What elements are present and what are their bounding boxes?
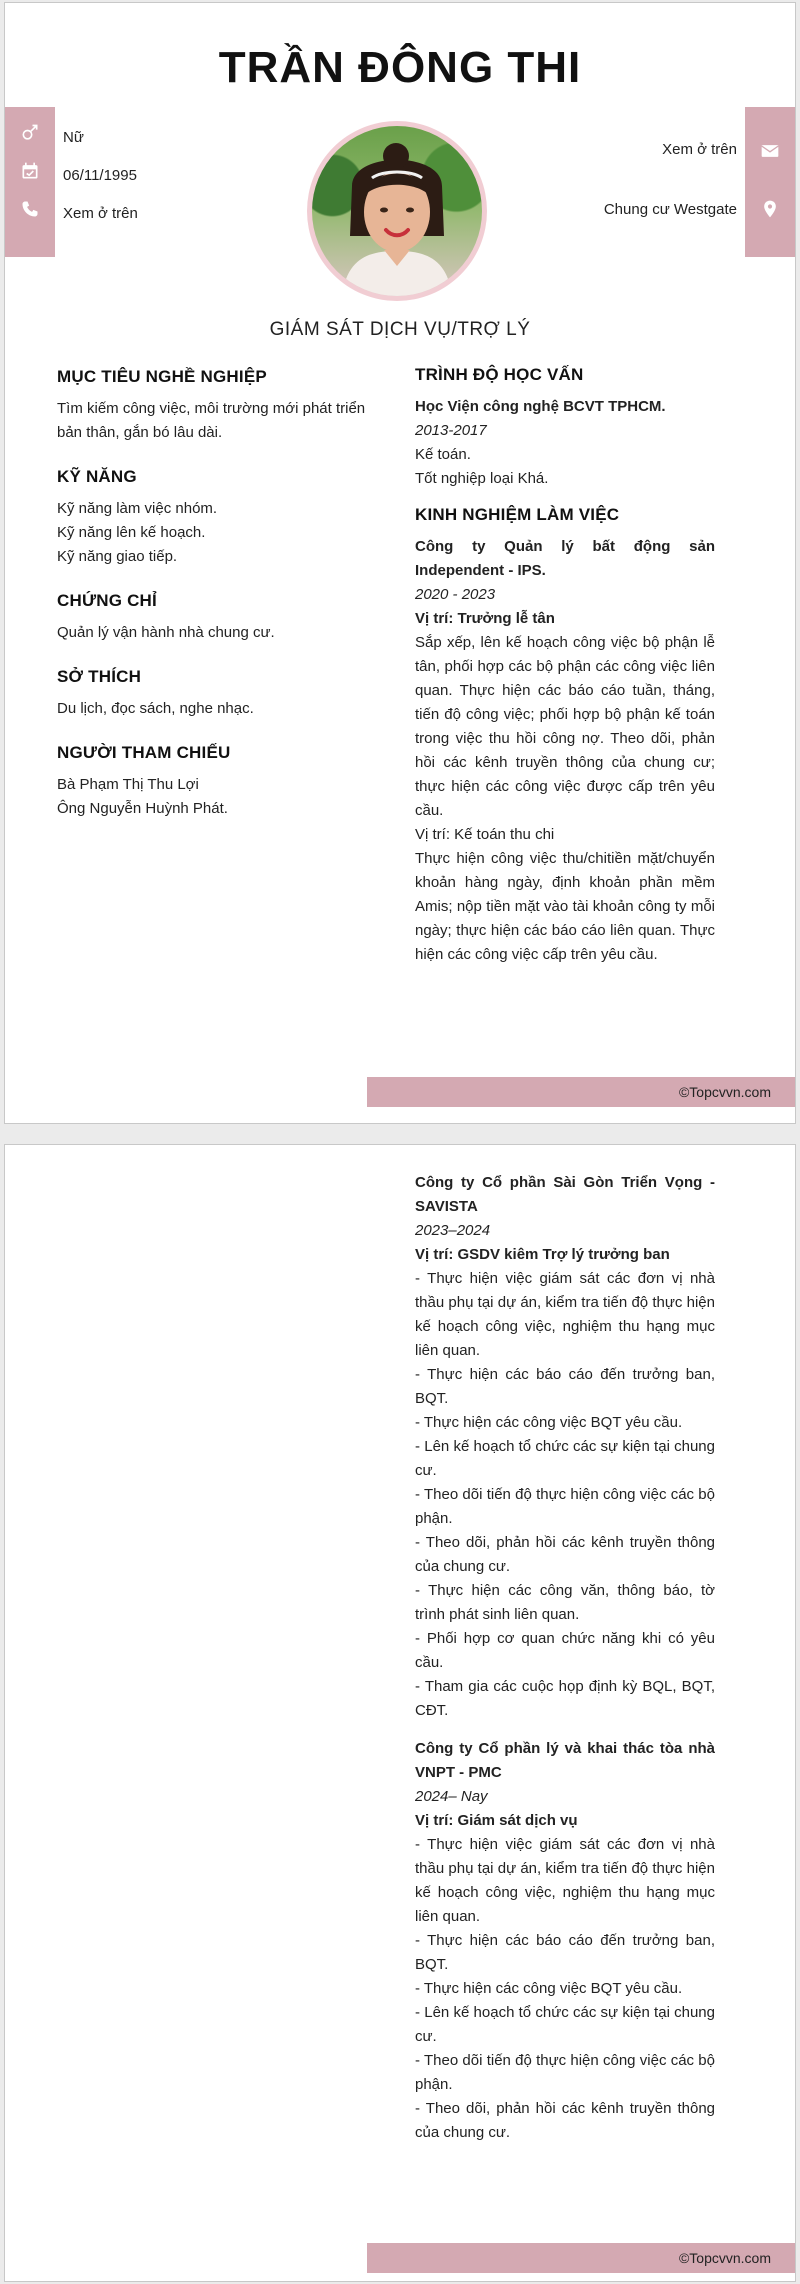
gender-text: Nữ xyxy=(63,129,84,146)
right-column xyxy=(415,365,715,967)
reference-item: Bà Phạm Thị Thu Lợi xyxy=(57,776,199,793)
gender-icon xyxy=(5,119,55,147)
job-position: Vị trí: GSDV kiêm Trợ lý trưởng ban xyxy=(415,1246,670,1263)
job-duty: - Tham gia các cuộc họp định kỳ BQL, BQT, CĐT. xyxy=(415,1678,715,1719)
job-duty: - Lên kế hoạch tổ chức các sự kiện tại chung cư. xyxy=(415,2004,715,2045)
job-duty: - Thực hiện việc giám sát các đơn vị nhà thầu phụ tại dự án, kiểm tra tiến độ thực hiện kế hoạch công việc, nghiệm thu hạng mục liên quan. xyxy=(415,1836,715,1925)
education-title: TRÌNH ĐỘ HỌC VẤN xyxy=(415,365,584,384)
reference-item: Ông Nguyễn Huỳnh Phát. xyxy=(57,800,228,817)
footer-brand: ©Topcvvn.com xyxy=(367,2243,795,2273)
job-position: Vị trí: Giám sát dịch vụ xyxy=(415,1812,578,1829)
skill-item: Kỹ năng làm việc nhóm. xyxy=(57,500,218,517)
contact-icon-strip-right xyxy=(745,107,795,257)
hobby-item: Du lịch, đọc sách, nghe nhạc. xyxy=(57,700,254,717)
birthdate-text: 06/11/1995 xyxy=(63,167,137,184)
job-duty: - Theo dõi tiến độ thực hiện công việc các bộ phận. xyxy=(415,2052,715,2093)
skill-item: Kỹ năng giao tiếp. xyxy=(57,548,178,565)
job-company: Công ty Cổ phần lý và khai thác tòa nhà VNPT - PMC xyxy=(415,1740,715,1781)
job-duty: - Thực hiện các công việc BQT yêu cầu. xyxy=(415,1414,683,1431)
job-duty: - Phối hợp cơ quan chức năng khi có yêu cầu. xyxy=(415,1630,715,1671)
job-duty: - Lên kế hoạch tổ chức các sự kiện tại chung cư. xyxy=(415,1438,715,1479)
education-school: Học Viện công nghệ BCVT TPHCM. xyxy=(415,398,666,415)
job-duty: - Thực hiện các công văn, thông báo, tờ trình phát sinh liên quan. xyxy=(415,1582,715,1623)
footer-brand: ©Topcvvn.com xyxy=(367,1077,795,1107)
job-title: GIÁM SÁT DỊCH VỤ/TRỢ LÝ xyxy=(269,319,531,340)
address-text: Chung cư Westgate xyxy=(603,201,737,218)
calendar-icon xyxy=(5,157,55,185)
location-pin-icon xyxy=(745,195,795,223)
education-result: Tốt nghiệp loại Khá. xyxy=(415,470,549,487)
avatar-frame xyxy=(307,121,487,301)
objective-title: MỤC TIÊU NGHỀ NGHIỆP xyxy=(57,367,267,386)
job-duty: - Thực hiện các báo cáo đến trưởng ban, BQT. xyxy=(415,1366,715,1407)
right-column-continued xyxy=(415,1171,715,2145)
contact-icon-strip-left xyxy=(5,107,55,257)
job-duty: - Theo dõi, phản hồi các kênh truyền thông của chung cư. xyxy=(415,2100,715,2141)
job-duty: - Thực hiện các công việc BQT yêu cầu. xyxy=(415,1980,683,1997)
job-period: 2023–2024 xyxy=(415,1222,491,1239)
job-position: Vị trí: Trưởng lễ tân xyxy=(415,610,555,627)
job-period: 2024– Nay xyxy=(415,1788,488,1805)
education-major: Kế toán. xyxy=(415,446,471,463)
cv-page-2 xyxy=(4,1144,796,2282)
phone-text: Xem ở trên xyxy=(63,205,138,222)
mail-icon xyxy=(745,137,795,165)
avatar xyxy=(312,126,482,296)
job-period: 2020 - 2023 xyxy=(415,586,496,603)
references-title: NGƯỜI THAM CHIẾU xyxy=(57,743,231,762)
candidate-name: TRẦN ĐÔNG THI xyxy=(218,43,582,92)
certificates-title: CHỨNG CHỈ xyxy=(57,591,157,610)
objective-text: Tìm kiếm công việc, môi trường mới phát triển bản thân, gắn bó lâu dài. xyxy=(57,400,366,441)
job-company: Công ty Quản lý bất động sản Independent - IPS. xyxy=(415,538,715,579)
job-description: Sắp xếp, lên kế hoạch công việc bộ phận lễ tân, phối hợp các bộ phận các công việc liên quan. Thực hiện các báo cáo tuần, tháng, tiến độ công việc; phối hợp bộ phận kế toán trong việc thu hồi công nợ. Theo dõi, phản hồi các kênh truyền thông của chung cư; thực hiện các công việc được cấp trên yêu cầu. xyxy=(415,634,715,819)
phone-icon xyxy=(5,195,55,223)
left-column xyxy=(57,367,387,821)
skill-item: Kỹ năng lên kế hoạch. xyxy=(57,524,206,541)
certificate-item: Quản lý vận hành nhà chung cư. xyxy=(57,624,275,641)
job-duty: - Theo dõi tiến độ thực hiện công việc các bộ phận. xyxy=(415,1486,715,1527)
job-company: Công ty Cổ phần Sài Gòn Triển Vọng - SAVISTA xyxy=(415,1174,715,1215)
email-text: Xem ở trên xyxy=(662,141,737,158)
cv-page-1 xyxy=(4,2,796,1124)
hobbies-title: SỞ THÍCH xyxy=(57,667,142,686)
education-years: 2013-2017 xyxy=(415,422,487,439)
experience-title: KINH NGHIỆM LÀM VIỆC xyxy=(415,505,620,524)
job-duty: - Thực hiện các báo cáo đến trưởng ban, BQT. xyxy=(415,1932,715,1973)
job-duty: - Thực hiện việc giám sát các đơn vị nhà thầu phụ tại dự án, kiểm tra tiến độ thực hiện kế hoạch công việc, nghiệm thu hạng mục liên quan. xyxy=(415,1270,715,1359)
skills-title: KỸ NĂNG xyxy=(57,467,137,486)
job-description: Thực hiện công việc thu/chitiền mặt/chuyển khoản hàng ngày, định khoản phần mềm Amis; nộp tiền mặt vào tài khoản công ty mỗi ngày; thực hiện các báo cáo liên quan. Thực hiện các công việc cấp trên yêu cầu. xyxy=(415,850,715,963)
job-duty: - Theo dõi, phản hồi các kênh truyền thông của chung cư. xyxy=(415,1534,715,1575)
job-position: Vị trí: Kế toán thu chi xyxy=(415,826,555,843)
